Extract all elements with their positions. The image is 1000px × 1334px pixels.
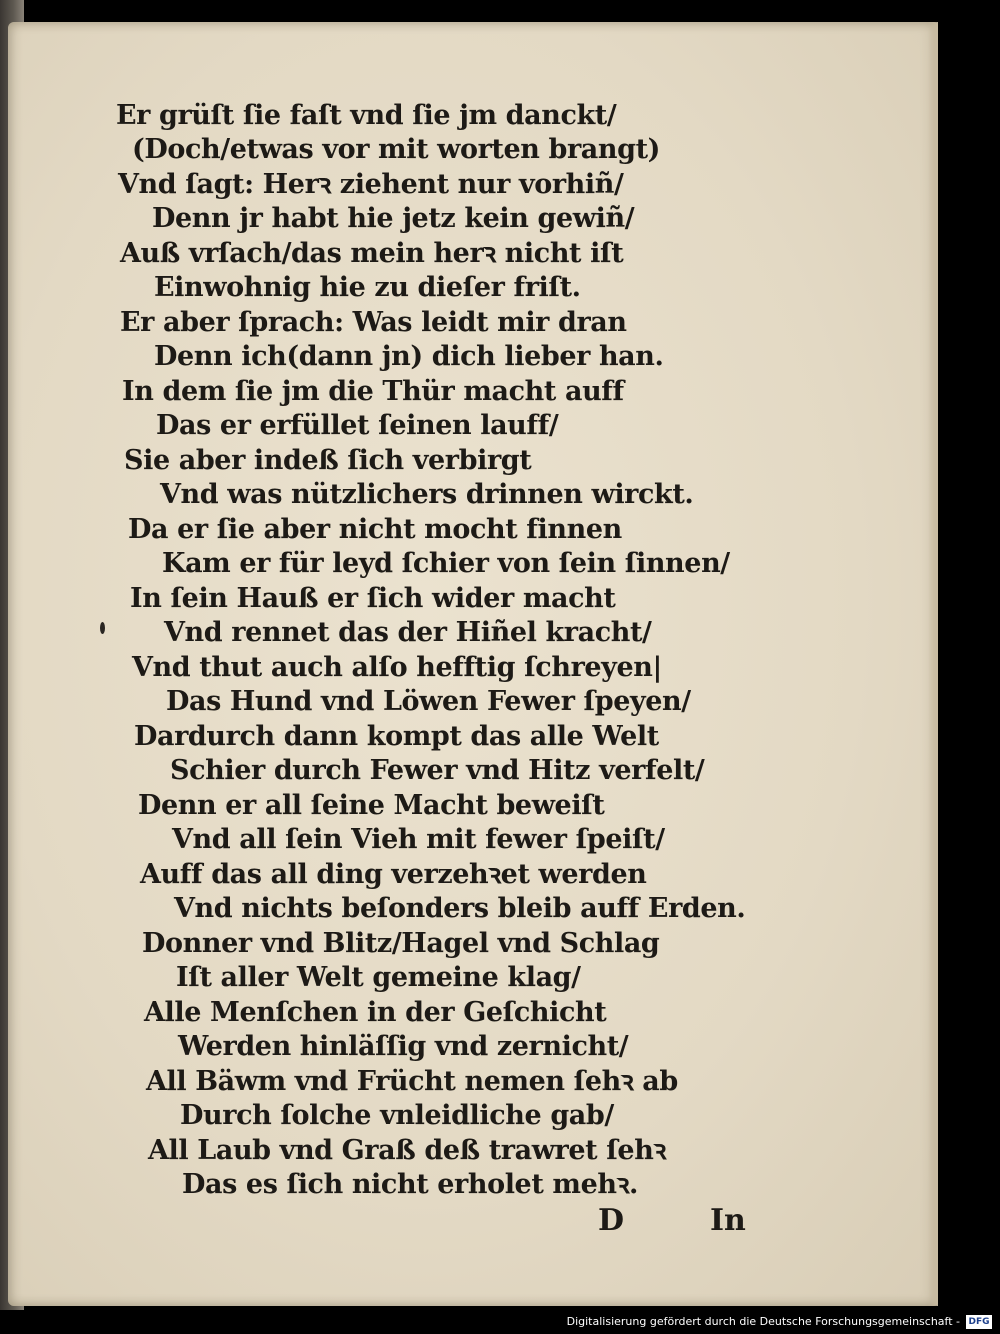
verse-line-15: In ſein Hauß er ſich wider macht — [130, 583, 616, 614]
verse-line-16: Vnd rennet das der Hiñel kracht/ — [164, 617, 652, 648]
signature-mark: D — [598, 1203, 625, 1238]
verse-line-25: Donner vnd Blitz/Hagel vnd Schlag — [142, 928, 660, 959]
verse-line-3: Vnd ſagt: Herꝛ ziehent nur vorhiñ/ — [118, 169, 624, 200]
verse-line-26: Iſt aller Welt gemeine klag/ — [176, 962, 581, 993]
verse-line-6: Einwohnig hie zu dieſer friſt. — [154, 272, 581, 303]
verse-line-7: Er aber ſprach: Was leidt mir dran — [120, 307, 627, 338]
verse-line-28: Werden hinläſſig vnd zernicht/ — [178, 1031, 629, 1062]
verse-line-22: Vnd all ſein Vieh mit fewer ſpeiſt/ — [172, 824, 665, 855]
verse-line-1: Er grüſt ſie faſt vnd ſie jm danckt/ — [116, 100, 617, 131]
dfg-logo-icon: DFG — [966, 1315, 992, 1329]
verse-line-14: Kam er für leyd ſchier von ſein ſinnen/ — [162, 548, 730, 579]
book-page — [8, 22, 938, 1306]
verse-line-29: All Bäwm vnd Frücht nemen ſehꝛ ab — [146, 1066, 678, 1097]
digitization-footer — [0, 1310, 1000, 1334]
verse-line-23: Auff das all ding verzehꝛet werden — [140, 859, 647, 890]
verse-line-2: (Doch/etwas vor mit worten brangt) — [132, 134, 661, 165]
verse-line-18: Das Hund vnd Löwen Fewer ſpeyen/ — [166, 686, 691, 717]
verse-block — [8, 22, 938, 1306]
verse-line-21: Denn er all ſeine Macht beweiſt — [138, 790, 605, 821]
verse-line-20: Schier durch Fewer vnd Hitz verfelt/ — [170, 755, 705, 786]
verse-line-4: Denn jr habt hie jetz kein gewiñ/ — [152, 203, 635, 234]
verse-line-11: Sie aber indeß ſich verbirgt — [124, 445, 532, 476]
verse-line-9: In dem ſie jm die Thür macht auff — [122, 376, 624, 407]
catchword: In — [710, 1203, 746, 1238]
funding-notice: Digitalisierung gefördert durch die Deutsche Forschungsgemeinschaft - — [566, 1315, 960, 1328]
verse-line-17: Vnd thut auch alſo hefftig ſchreyen| — [132, 652, 662, 683]
verse-line-12: Vnd was nützlichers drinnen wirckt. — [160, 479, 694, 510]
verse-line-10: Das er erfüllet ſeinen lauff/ — [156, 410, 559, 441]
verse-line-24: Vnd nichts beſonders bleib auff Erden. — [174, 893, 746, 924]
verse-line-32: Das es ſich nicht erholet mehꝛ. — [182, 1169, 638, 1200]
verse-line-19: Dardurch dann kompt das alle Welt — [134, 721, 659, 752]
verse-line-27: Alle Menſchen in der Geſchicht — [144, 997, 607, 1028]
verse-line-31: All Laub vnd Graß deß trawret ſehꝛ — [148, 1135, 666, 1166]
verse-line-13: Da er ſie aber nicht mocht finnen — [128, 514, 622, 545]
verse-line-8: Denn ich(dann jn) dich lieber han. — [154, 341, 664, 372]
verse-line-30: Durch ſolche vnleidliche gab/ — [180, 1100, 614, 1131]
verse-line-5: Auß vrſach/das mein herꝛ nicht iſt — [120, 238, 624, 269]
ink-speck — [100, 622, 105, 634]
